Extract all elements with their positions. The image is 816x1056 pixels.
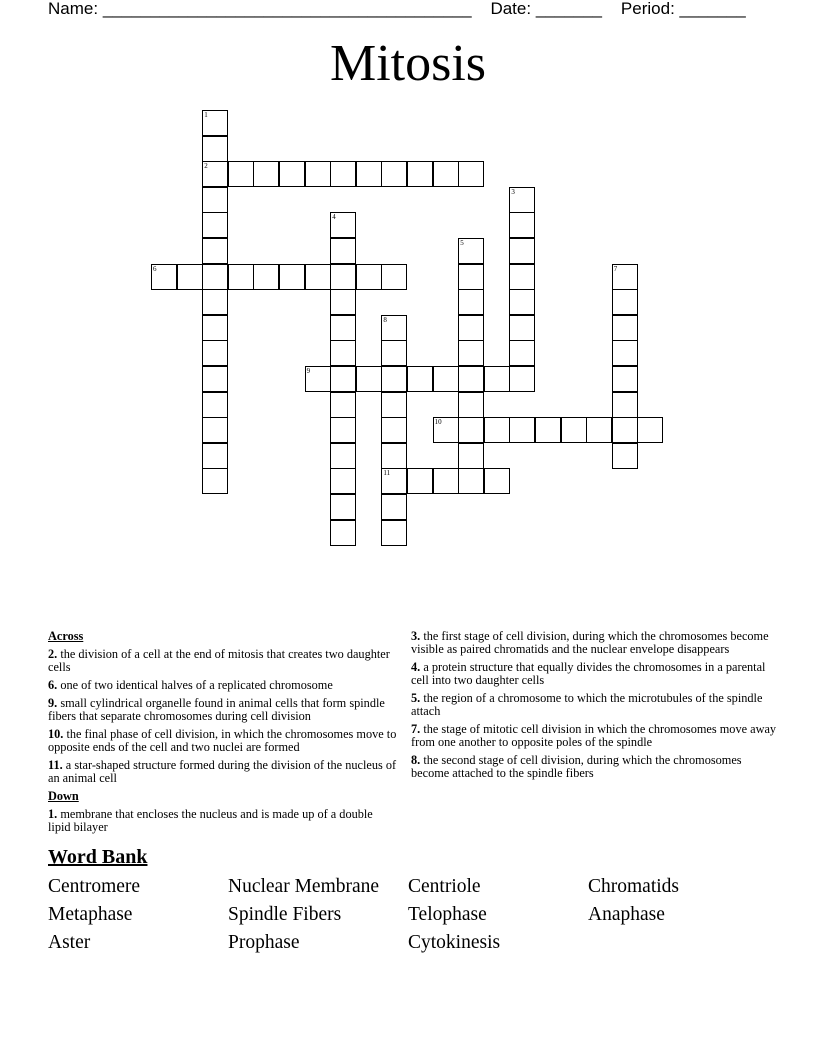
crossword-cell[interactable] bbox=[612, 366, 638, 392]
crossword-cell[interactable] bbox=[561, 417, 587, 443]
clue-number: 1 bbox=[204, 111, 208, 119]
crossword-cell[interactable] bbox=[202, 468, 228, 494]
crossword-cell[interactable] bbox=[381, 468, 407, 494]
crossword-cell[interactable] bbox=[330, 366, 356, 392]
crossword-cell[interactable] bbox=[202, 443, 228, 469]
clue-number: 4 bbox=[332, 213, 336, 222]
crossword-cell[interactable] bbox=[202, 315, 228, 341]
crossword-cell[interactable] bbox=[407, 468, 433, 494]
crossword-cell[interactable] bbox=[381, 443, 407, 469]
crossword-cell[interactable] bbox=[458, 340, 484, 366]
clue-number: 9 bbox=[306, 367, 311, 375]
crossword-cell[interactable] bbox=[151, 264, 177, 290]
crossword-cell[interactable] bbox=[330, 417, 356, 443]
clue-number: 2 bbox=[204, 162, 208, 171]
crossword-cell[interactable] bbox=[253, 264, 279, 290]
crossword-cell[interactable] bbox=[279, 264, 305, 290]
across-heading: Across bbox=[48, 629, 84, 643]
word-bank-item: Anaphase bbox=[588, 904, 665, 925]
date-blank[interactable]: _______ bbox=[535, 0, 603, 18]
clue-number: 6 bbox=[153, 264, 157, 273]
crossword-cell[interactable] bbox=[330, 315, 356, 341]
crossword-cell[interactable] bbox=[356, 366, 382, 392]
clue-down-5: 5. the region of a chromosome to which the microtubules of the spindle attach bbox=[411, 691, 763, 718]
crossword-cell[interactable] bbox=[458, 417, 484, 443]
clue-across-2: 2. the division of a cell at the end of mitosis that creates two daughter cells bbox=[48, 647, 390, 674]
crossword-cell[interactable] bbox=[202, 417, 228, 443]
word-bank bbox=[48, 873, 788, 957]
clues-left-column bbox=[48, 630, 398, 839]
crossword-cell[interactable] bbox=[484, 366, 510, 392]
word-bank-item: Centromere bbox=[48, 876, 141, 897]
crossword-cell[interactable] bbox=[381, 392, 407, 418]
crossword-cell[interactable] bbox=[509, 366, 535, 392]
crossword-cell[interactable] bbox=[381, 417, 407, 443]
crossword-cell[interactable] bbox=[407, 161, 433, 187]
crossword-cell[interactable] bbox=[458, 264, 484, 290]
crossword-cell[interactable] bbox=[535, 417, 561, 443]
crossword-cell[interactable] bbox=[330, 520, 356, 546]
crossword-cell[interactable] bbox=[381, 340, 407, 366]
crossword-cell[interactable] bbox=[458, 392, 484, 418]
crossword-cell[interactable] bbox=[279, 161, 305, 187]
word-bank-item: Telophase bbox=[408, 904, 487, 925]
crossword-cell[interactable] bbox=[330, 340, 356, 366]
crossword-cell[interactable] bbox=[458, 443, 484, 469]
crossword-cell[interactable] bbox=[433, 468, 459, 494]
crossword-cell[interactable] bbox=[509, 238, 535, 264]
word-bank-title: Word Bank bbox=[48, 846, 148, 868]
clue-down-8: 8. the second stage of cell division, during which the chromosomes become attached to the spindle fibers bbox=[411, 753, 742, 780]
clue-across-6: 6. one of two identical halves of a replicated chromosome bbox=[48, 678, 333, 692]
word-bank-item: Spindle Fibers bbox=[228, 904, 342, 925]
clue-across-11: 11. a star-shaped structure formed during the division of the nucleus of an animal cell bbox=[48, 758, 397, 785]
crossword-cell[interactable] bbox=[202, 238, 228, 264]
word-bank-item: Nuclear Membrane bbox=[228, 876, 380, 897]
crossword-cell[interactable] bbox=[509, 212, 535, 238]
crossword-cell[interactable] bbox=[381, 161, 407, 187]
clue-down-1: 1. membrane that encloses the nucleus and is made up of a double lipid bilayer bbox=[48, 807, 373, 834]
crossword-cell[interactable] bbox=[253, 161, 279, 187]
crossword-cell[interactable] bbox=[228, 264, 254, 290]
crossword-cell[interactable] bbox=[202, 264, 228, 290]
crossword-cell[interactable] bbox=[637, 417, 663, 443]
crossword-cell[interactable] bbox=[433, 366, 459, 392]
clue-down-3: 3. the first stage of cell division, during which the chromosomes become visible as paired chromatids and the nuclear envelope disappears bbox=[411, 629, 769, 656]
crossword-cell[interactable] bbox=[202, 110, 228, 136]
crossword-cell[interactable] bbox=[330, 161, 356, 187]
crossword-cell[interactable] bbox=[381, 366, 407, 392]
crossword-cell[interactable] bbox=[509, 417, 535, 443]
crossword-cell[interactable] bbox=[202, 187, 228, 213]
name-blank[interactable]: _______________________________________ bbox=[102, 0, 472, 18]
crossword-cell[interactable] bbox=[586, 417, 612, 443]
period-blank[interactable]: _______ bbox=[679, 0, 746, 18]
crossword-cell[interactable] bbox=[305, 366, 331, 392]
clue-number: 11 bbox=[383, 469, 391, 478]
word-bank-item: Cytokinesis bbox=[408, 932, 501, 953]
down-heading: Down bbox=[48, 789, 79, 803]
crossword-cell[interactable] bbox=[509, 315, 535, 341]
clue-number: 5 bbox=[460, 239, 464, 247]
crossword-cell[interactable] bbox=[202, 289, 228, 315]
crossword-cell[interactable] bbox=[612, 392, 638, 418]
name-label: Name: bbox=[48, 0, 99, 18]
crossword-cell[interactable] bbox=[612, 264, 638, 290]
crossword-cell[interactable] bbox=[458, 468, 484, 494]
period-label: Period: bbox=[620, 0, 675, 18]
clue-across-9: 9. small cylindrical organelle found in animal cells that form spindle fibers that separate chromosomes during cell division bbox=[48, 696, 385, 723]
crossword-cell[interactable] bbox=[202, 136, 228, 162]
crossword-cell[interactable] bbox=[381, 315, 407, 341]
crossword-cell[interactable] bbox=[509, 187, 535, 213]
crossword-cell[interactable] bbox=[356, 161, 382, 187]
clue-number: 10 bbox=[434, 418, 442, 427]
crossword-cell[interactable] bbox=[330, 392, 356, 418]
crossword-cell[interactable] bbox=[484, 468, 510, 494]
crossword-cell[interactable] bbox=[228, 161, 254, 187]
crossword-cell[interactable] bbox=[381, 520, 407, 546]
crossword-cell[interactable] bbox=[381, 494, 407, 520]
clue-down-4: 4. a protein structure that equally divides the chromosomes in a parental cell into two daughter cells bbox=[411, 660, 766, 687]
crossword-cell[interactable] bbox=[458, 315, 484, 341]
crossword-cell[interactable] bbox=[509, 340, 535, 366]
crossword-cell[interactable] bbox=[407, 366, 433, 392]
crossword-cell[interactable] bbox=[458, 289, 484, 315]
word-bank-item: Centriole bbox=[408, 876, 481, 897]
crossword-cell[interactable] bbox=[330, 238, 356, 264]
crossword-cell[interactable] bbox=[202, 161, 228, 187]
crossword-cell[interactable] bbox=[458, 366, 484, 392]
clue-number: 8 bbox=[383, 315, 387, 324]
page-title: Mitosis bbox=[329, 35, 487, 92]
clue-across-10: 10. the final phase of cell division, in which the chromosomes move to opposite ends of the cell and two nuclei are formed bbox=[48, 727, 397, 754]
crossword-cell[interactable] bbox=[612, 340, 638, 366]
crossword-cell[interactable] bbox=[330, 289, 356, 315]
crossword-cell[interactable] bbox=[509, 264, 535, 290]
crossword-cell[interactable] bbox=[381, 264, 407, 290]
crossword-cell[interactable] bbox=[305, 161, 331, 187]
crossword-cell[interactable] bbox=[612, 315, 638, 341]
clue-down-7: 7. the stage of mitotic cell division in which the chromosomes move away from one another to opposite poles of the spindle bbox=[411, 722, 777, 749]
crossword-cell[interactable] bbox=[612, 289, 638, 315]
crossword-cell[interactable] bbox=[330, 494, 356, 520]
crossword-cell[interactable] bbox=[356, 264, 382, 290]
date-label: Date: bbox=[490, 0, 532, 18]
crossword-cell[interactable] bbox=[330, 212, 356, 238]
crossword-cell[interactable] bbox=[509, 289, 535, 315]
crossword-cell[interactable] bbox=[202, 366, 228, 392]
crossword-cell[interactable] bbox=[433, 161, 459, 187]
crossword-cell[interactable] bbox=[202, 340, 228, 366]
clue-number: 7 bbox=[613, 264, 618, 273]
crossword-cell[interactable] bbox=[458, 238, 484, 264]
crossword-cell[interactable] bbox=[433, 417, 459, 443]
crossword-cell[interactable] bbox=[330, 468, 356, 494]
crossword-cell[interactable] bbox=[612, 417, 638, 443]
crossword-cell[interactable] bbox=[484, 417, 510, 443]
crossword-cell[interactable] bbox=[202, 392, 228, 418]
word-bank-item: Prophase bbox=[228, 932, 300, 953]
crossword-cell[interactable] bbox=[458, 161, 484, 187]
word-bank-item: Aster bbox=[48, 932, 91, 953]
crossword-cell[interactable] bbox=[202, 212, 228, 238]
crossword-cell[interactable] bbox=[305, 264, 331, 290]
crossword-cell[interactable] bbox=[330, 443, 356, 469]
crossword-cell[interactable] bbox=[177, 264, 203, 290]
crossword-cell[interactable] bbox=[612, 443, 638, 469]
clues-right-column bbox=[411, 630, 781, 785]
clue-number: 3 bbox=[511, 187, 515, 196]
word-bank-item: Chromatids bbox=[588, 876, 679, 897]
word-bank-item: Metaphase bbox=[48, 904, 133, 925]
crossword-cell[interactable] bbox=[330, 264, 356, 290]
